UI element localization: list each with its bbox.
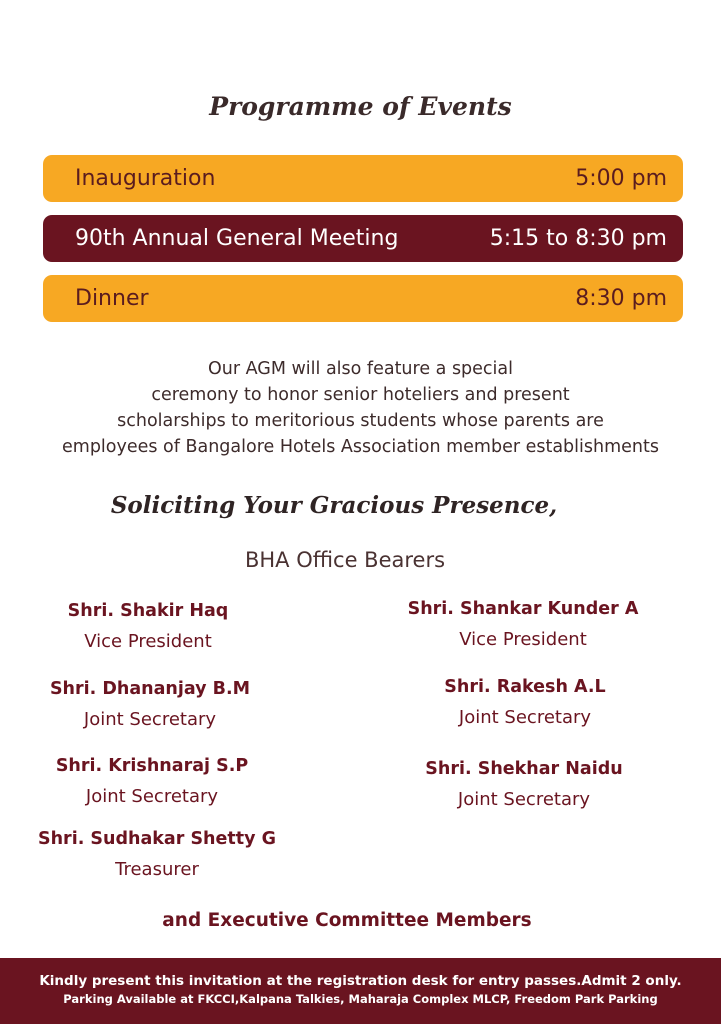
description-line: employees of Bangalore Hotels Association member establishments [62,437,659,457]
event-name: Inauguration [75,166,216,191]
officer-name: Shri. Shakir Haq [67,601,229,621]
officer-role: Joint Secretary [85,786,219,807]
officer-name: Shri. Krishnaraj S.P [55,756,249,776]
officer-role: Treasurer [115,859,199,880]
officer-card [375,676,675,729]
officer-role: Joint Secretary [458,707,592,728]
event-inauguration [43,155,683,202]
officer-name: Shri. Sudhakar Shetty G [38,829,276,849]
description-line: Our AGM will also feature a special [207,359,514,379]
event-time: 8:30 pm [575,286,667,311]
officer-role: Vice President [84,631,212,652]
officer-card [374,758,674,811]
description-line: scholarships to meritorious students whose parents are [117,411,604,431]
officer-card [373,598,673,651]
event-dinner [43,275,683,322]
officer-name: Shri. Shekhar Naidu [425,759,623,779]
officer-name: Shri. Rakesh A.L [444,677,606,697]
officer-name: Shri. Dhananjay B.M [49,679,251,699]
officer-card [0,678,300,731]
footer-banner [0,958,721,1024]
officer-card [2,755,302,808]
officer-name: Shri. Shankar Kunder A [407,599,639,619]
office-bearers-heading: BHA Office Bearers [244,548,446,572]
event-agm [43,215,683,262]
event-name: 90th Annual General Meeting [75,226,399,251]
officer-role: Joint Secretary [83,709,217,730]
event-time: 5:00 pm [575,166,667,191]
event-name: Dinner [75,286,149,311]
footer-parking-note: Parking Available at FKCCI,Kalpana Talkies, Maharaja Complex MLCP, Freedom Park Parking [63,992,658,1006]
executive-committee-note: and Executive Committee Members [162,910,532,931]
officer-role: Joint Secretary [457,789,591,810]
programme-title: Programme of Events [209,92,512,121]
officer-card [7,828,307,881]
event-time: 5:15 to 8:30 pm [489,226,667,251]
soliciting-heading: Soliciting Your Gracious Presence, [110,492,558,519]
agm-description [0,356,721,460]
footer-entry-note: Kindly present this invitation at the registration desk for entry passes.Admit 2 only. [39,973,682,989]
officer-card [0,600,298,653]
description-line: ceremony to honor senior hoteliers and present [151,385,570,405]
officer-role: Vice President [459,629,587,650]
